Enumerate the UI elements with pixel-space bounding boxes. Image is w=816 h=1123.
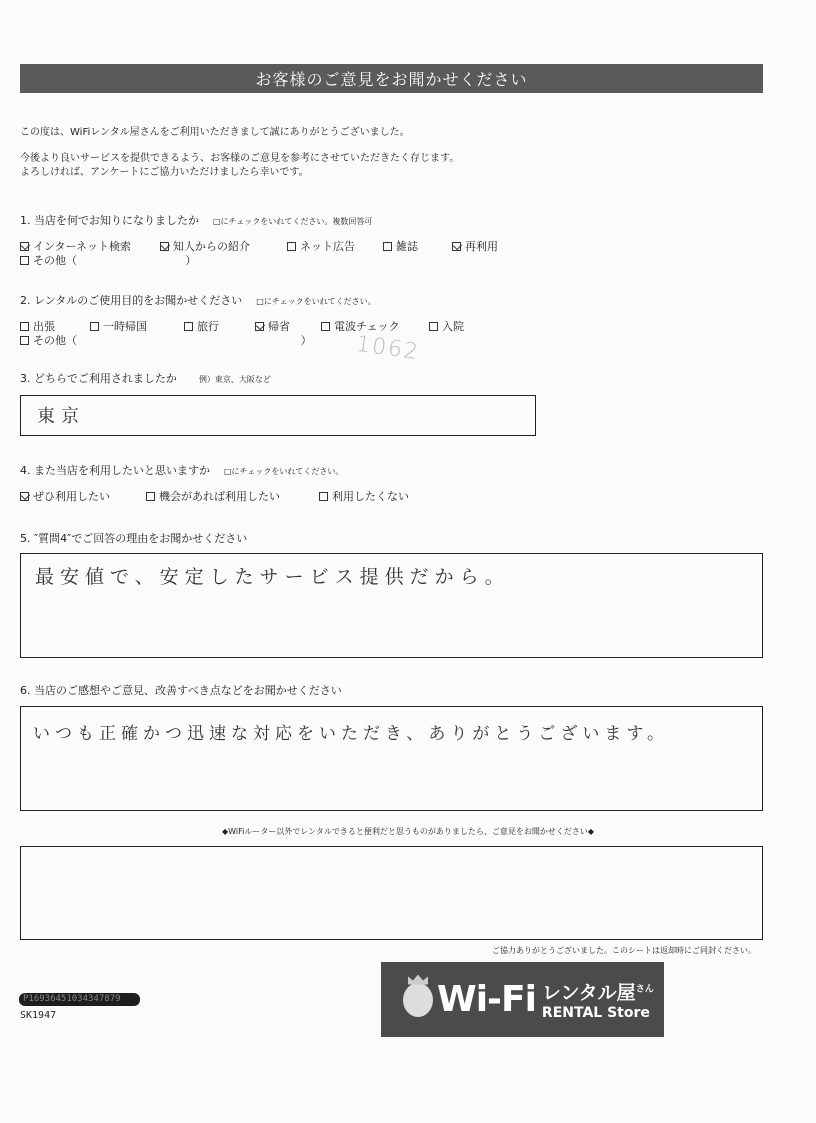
checkbox[interactable] bbox=[20, 336, 29, 345]
checkbox[interactable] bbox=[319, 492, 328, 501]
checkbox[interactable] bbox=[20, 256, 29, 265]
checkbox[interactable] bbox=[255, 322, 264, 331]
checkbox[interactable] bbox=[146, 492, 155, 501]
question-6-label: 6. 当店のご感想やご意見、改善すべき点などをお聞かせください bbox=[20, 684, 342, 697]
checkbox[interactable] bbox=[20, 322, 29, 331]
q1-option-net-ad[interactable] bbox=[287, 238, 355, 254]
question-2 bbox=[20, 292, 376, 308]
checkbox[interactable] bbox=[321, 322, 330, 331]
option-label: その他（ ） bbox=[33, 254, 197, 267]
question-3-hint: 例）東京、大阪など bbox=[198, 375, 271, 384]
checkbox[interactable] bbox=[20, 242, 29, 251]
intro-line-2: 今後より良いサービスを提供できるよう、お客様のご意見を参考にさせていただきたく存じます。 bbox=[20, 153, 460, 164]
q2-option-other[interactable] bbox=[20, 332, 312, 348]
option-label: ぜひ利用したい bbox=[33, 490, 110, 503]
option-label: インターネット検索 bbox=[33, 240, 132, 253]
checkbox[interactable] bbox=[90, 322, 99, 331]
q4-option-definitely[interactable] bbox=[20, 488, 110, 504]
checkbox[interactable] bbox=[287, 242, 296, 251]
option-label: その他（ ） bbox=[33, 334, 312, 347]
question-6 bbox=[20, 682, 342, 698]
logo-jp-wrapper bbox=[542, 978, 654, 1005]
question-4 bbox=[20, 462, 343, 478]
q1-option-magazine[interactable] bbox=[383, 238, 418, 254]
q2-option-hospital[interactable] bbox=[429, 318, 464, 334]
option-label: 雑誌 bbox=[396, 240, 418, 253]
q6-answer-text: いつも正確かつ迅速な対応をいただき、ありがとうございます。 bbox=[33, 724, 669, 744]
question-5 bbox=[20, 530, 247, 546]
option-label: 帰省 bbox=[268, 320, 290, 333]
question-3 bbox=[20, 370, 271, 386]
option-label: 入院 bbox=[442, 320, 464, 333]
question-7-label: ◆WiFiルーター以外でレンタルできると便利だと思うものがありましたら、ご意見をお聞かせください◆ bbox=[222, 827, 594, 836]
question-2-hint: □にチェックをいれてください。 bbox=[256, 297, 376, 306]
q1-option-reuse[interactable] bbox=[452, 238, 498, 254]
option-label: 利用したくない bbox=[332, 490, 409, 503]
logo-san-text: さん bbox=[635, 984, 654, 995]
q3-answer-field[interactable] bbox=[20, 395, 536, 436]
checkbox[interactable] bbox=[160, 242, 169, 251]
q5-answer-text: 最安値で、安定したサービス提供だから。 bbox=[35, 566, 510, 588]
option-label: 電波チェック bbox=[334, 320, 400, 333]
q6-answer-field[interactable] bbox=[20, 706, 763, 811]
logo-text-block bbox=[542, 978, 654, 1021]
question-1-label: 1. 当店を何でお知りになりましたか bbox=[20, 214, 199, 227]
intro-line-1: この度は、WiFiレンタル屋さんをご利用いただきまして誠にありがとうございました。 bbox=[20, 127, 410, 138]
question-2-label: 2. レンタルのご使用目的をお聞かせください bbox=[20, 294, 243, 307]
question-4-hint: □にチェックをいれてください。 bbox=[224, 467, 344, 476]
barcode-label: P16936451034347879 bbox=[19, 993, 140, 1006]
intro-line-3: よろしければ、アンケートにご協力いただけましたら幸いです。 bbox=[20, 167, 309, 178]
option-label: 機会があれば利用したい bbox=[159, 490, 280, 503]
survey-title: お客様のご意見をお聞かせください bbox=[20, 64, 763, 93]
question-5-label: 5. ″質問4″でご回答の理由をお聞かせください bbox=[20, 532, 248, 545]
checkbox[interactable] bbox=[429, 322, 438, 331]
thanks-note: ご協力ありがとうございました。このシートは返却時にご同封ください。 bbox=[492, 946, 756, 955]
option-label: 出張 bbox=[33, 320, 55, 333]
checkbox[interactable] bbox=[383, 242, 392, 251]
checkbox[interactable] bbox=[20, 492, 29, 501]
q4-option-if-chance[interactable] bbox=[146, 488, 280, 504]
logo-wifi-text: Wi-Fi bbox=[437, 979, 536, 1020]
q4-option-no[interactable] bbox=[319, 488, 409, 504]
checkbox[interactable] bbox=[184, 322, 193, 331]
option-label: 再利用 bbox=[465, 240, 498, 253]
option-label: 一時帰国 bbox=[103, 320, 147, 333]
q7-answer-field[interactable] bbox=[20, 846, 763, 940]
question-3-label: 3. どちらでご利用されましたか bbox=[20, 372, 177, 385]
mascot-icon bbox=[403, 983, 433, 1017]
q5-answer-field[interactable] bbox=[20, 553, 763, 658]
logo-jp-text: レンタル屋 bbox=[541, 982, 636, 1004]
sheet-code: SK1947 bbox=[20, 1010, 57, 1021]
option-label: ネット広告 bbox=[300, 240, 355, 253]
margin-note: 1062 bbox=[354, 331, 422, 366]
wifi-rental-logo bbox=[381, 962, 664, 1037]
question-1-hint: □にチェックをいれてください。複数回答可 bbox=[213, 217, 373, 226]
q3-answer-text: 東京 bbox=[37, 406, 85, 427]
question-4-label: 4. また当店を利用したいと思いますか bbox=[20, 464, 210, 477]
option-label: 旅行 bbox=[197, 320, 219, 333]
logo-en-text: RENTAL Store bbox=[541, 1005, 650, 1021]
q1-option-other[interactable] bbox=[20, 252, 196, 268]
option-label: 知人からの紹介 bbox=[173, 240, 250, 253]
checkbox[interactable] bbox=[452, 242, 461, 251]
question-1 bbox=[20, 212, 372, 228]
